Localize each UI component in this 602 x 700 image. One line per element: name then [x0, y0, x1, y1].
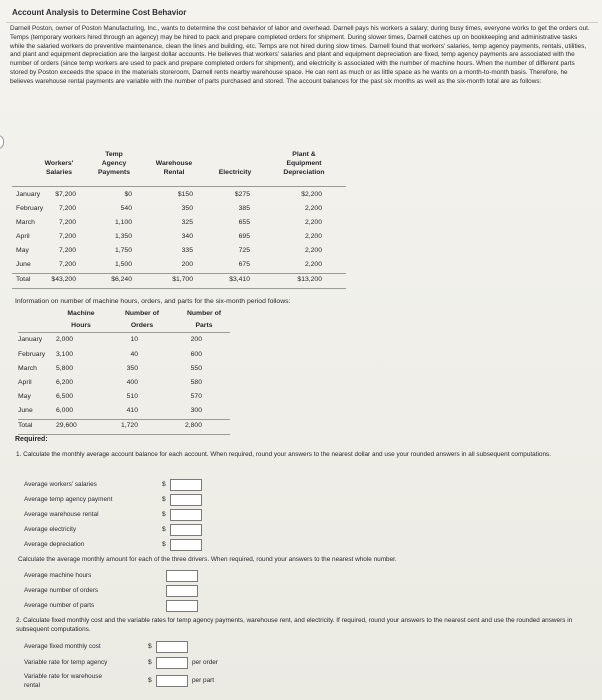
question-1-text: 1. Calculate the monthly average account balance for each account. When required, round your answers to the nearest dollar and use your rounded answers in all subsequent computations.: [16, 451, 552, 458]
table-row: [18, 407, 218, 418]
header-text: Agency: [101, 160, 127, 167]
table-row: [18, 365, 218, 376]
table-row: [18, 336, 218, 347]
field-label: Average temp agency payment: [24, 496, 113, 503]
row-label: February: [18, 351, 46, 358]
header-text: Machine: [67, 310, 95, 317]
cell: $275: [234, 191, 250, 198]
row-label: Total: [16, 276, 31, 283]
cell: 3,100: [56, 351, 74, 358]
dollar-sign: $: [162, 481, 166, 488]
page-title: Account Analysis to Determine Cost Behavior: [12, 8, 187, 17]
table-row: [12, 219, 352, 230]
row-label: April: [18, 379, 32, 386]
scroll-marker: [0, 135, 4, 149]
total-rule: [18, 419, 230, 420]
cell: 1,350: [114, 233, 132, 240]
header-number-of-orders: [112, 308, 172, 332]
cell: 2,200: [304, 205, 322, 212]
header-text: Depreciation: [283, 169, 325, 176]
cell: 580: [190, 379, 202, 386]
cell: 2,200: [304, 233, 322, 240]
header-text: Number of: [125, 310, 159, 317]
row-label: Total: [18, 422, 33, 429]
cell: 1,720: [120, 422, 138, 429]
cell: 340: [181, 233, 193, 240]
cell: 10: [130, 336, 138, 343]
table-row-total: [18, 422, 218, 433]
cell: $3,410: [229, 276, 250, 283]
fixed-monthly-cost-input[interactable]: [156, 641, 188, 653]
cell: $13,200: [297, 276, 322, 283]
header-text: Rental: [163, 169, 185, 176]
cell: 7,200: [58, 219, 76, 226]
header-machine-hours: [58, 308, 104, 332]
cell: 7,200: [58, 247, 76, 254]
question-1b-text: Calculate the average monthly amount for each of the three drivers. When required, round your answers to the nearest whole number.: [18, 556, 397, 563]
dollar-sign: $: [162, 496, 166, 503]
intro-paragraph: Darnell Poston, owner of Poston Manufacturing, Inc., wants to determine the cost behavior of labor and overhead. Darnell pays his workers a salary; during busy times, everyone works to get the orders out. Temps (temporary workers hired through an agency) may be hired to pack and prepare completed orders for shipment. During slower times, Darnell catches up on bookkeeping and administrative tasks while the salaried workers do preventive maintenance, clean the lines and building, etc. Temps are not hired during slow times. Darnell found that workers' salaries, temp agency payments, rentals, utilities, and plant and equipment depreciation are the largest dollar accounts. He believes that workers' salaries and plant and equipment depreciation are fixed, temp agency payments are associated with the number of orders (since temp workers are used to pack and prepare completed orders for shipment), and electricity is associated with the number of machine hours. When the number of different parts stored by Poston exceeds the space in the materials storeroom, Darnell rents nearby warehouse space. He can rent as much or as little space as he wants on a month-to-month basis. Therefore, he believes warehouse rental payments are variable with the number of parts purchased and stored. The account balances for the past six months as well as the six-month total are as follows:: [10, 25, 590, 85]
table-row: [12, 261, 352, 272]
header-text: Temp: [105, 151, 123, 158]
avg-temp-payment-input[interactable]: [170, 494, 202, 506]
cell: 7,200: [58, 205, 76, 212]
cell: 2,200: [304, 247, 322, 254]
cell: 1,100: [114, 219, 132, 226]
field-label: Variable rate for temp agency: [24, 659, 108, 666]
table-row-total: [12, 276, 352, 287]
cell: 5,800: [56, 365, 74, 372]
cell: 400: [126, 379, 138, 386]
table-row: [12, 247, 352, 258]
cell: 2,000: [56, 336, 74, 343]
avg-parts-input[interactable]: [166, 600, 198, 612]
row-label: March: [16, 219, 35, 226]
cell: 7,200: [58, 233, 76, 240]
field-label: Average number of orders: [24, 587, 99, 594]
cell: 335: [181, 247, 193, 254]
table-row: [18, 351, 218, 362]
bottom-rule: [18, 434, 230, 435]
dollar-sign: $: [162, 541, 166, 548]
row-label: January: [16, 191, 41, 198]
cell: 350: [126, 365, 138, 372]
dollar-sign: $: [148, 677, 152, 684]
field-label: Average electricity: [24, 526, 77, 533]
unit-label: per order: [192, 659, 218, 666]
cell: 655: [238, 219, 250, 226]
cell: $0: [124, 191, 132, 198]
avg-depreciation-input[interactable]: [170, 539, 202, 551]
cell: 6,500: [56, 393, 74, 400]
cell: 695: [238, 233, 250, 240]
header-number-of-parts: [176, 308, 232, 332]
field-label: Average number of parts: [24, 602, 95, 609]
cell: 2,800: [184, 422, 202, 429]
cell: $1,700: [172, 276, 193, 283]
cell: $6,240: [111, 276, 132, 283]
field-label: Variable rate for warehouse: [24, 673, 103, 680]
header-text: Workers': [44, 160, 74, 167]
cell: 570: [190, 393, 202, 400]
header-text: Parts: [195, 322, 213, 329]
header-text: Orders: [130, 322, 154, 329]
header-text: Hours: [71, 322, 91, 329]
row-label: May: [18, 393, 31, 400]
avg-salaries-input[interactable]: [170, 479, 202, 491]
row-label: February: [16, 205, 44, 212]
cell: 2,200: [304, 261, 322, 268]
table-row: [12, 233, 352, 244]
row-label: April: [16, 233, 30, 240]
table-row: [12, 205, 352, 216]
field-label: Average workers' salaries: [24, 481, 97, 488]
required-heading: Required:: [15, 436, 48, 443]
dollar-sign: $: [148, 659, 152, 666]
cell: 7,200: [58, 261, 76, 268]
cell: 6,000: [56, 407, 74, 414]
info-line: Information on number of machine hours, orders, and parts for the six-month period follows:: [15, 298, 291, 305]
title-divider: [6, 22, 598, 23]
header-text: Plant &: [292, 151, 316, 158]
dollar-sign: $: [162, 511, 166, 518]
cell: 200: [181, 261, 193, 268]
header-text: Salaries: [45, 169, 73, 176]
header-text: Payments: [97, 169, 131, 176]
table-row: [18, 379, 218, 390]
cell: 385: [238, 205, 250, 212]
field-label: rental: [24, 682, 40, 689]
cell: 300: [190, 407, 202, 414]
cell: 200: [190, 336, 202, 343]
header-text: Number of: [187, 310, 221, 317]
cell: 510: [126, 393, 138, 400]
dollar-sign: $: [162, 526, 166, 533]
cell: $150: [177, 191, 193, 198]
cell: 2,200: [304, 219, 322, 226]
cell: 675: [238, 261, 250, 268]
header-workers-salaries: [34, 159, 84, 177]
cell: $7,200: [55, 191, 76, 198]
cell: 540: [120, 205, 132, 212]
header-text: Equipment: [286, 160, 322, 167]
cell: 1,750: [114, 247, 132, 254]
cell: 410: [126, 407, 138, 414]
table-row: [12, 191, 352, 202]
header-rule: [12, 186, 346, 187]
header-temp-agency: [90, 150, 138, 177]
header-text: Warehouse: [155, 160, 193, 167]
avg-orders-input[interactable]: [166, 585, 198, 597]
cell: $2,200: [301, 191, 322, 198]
cell: 600: [190, 351, 202, 358]
cell: 1,500: [114, 261, 132, 268]
avg-electricity-input[interactable]: [170, 524, 202, 536]
bottom-rule: [12, 288, 346, 289]
cell: 6,200: [56, 379, 74, 386]
cell: $43,200: [51, 276, 76, 283]
unit-label: per part: [192, 677, 215, 684]
row-label: June: [18, 407, 33, 414]
cell: 350: [181, 205, 193, 212]
row-label: June: [16, 261, 31, 268]
cell: 40: [130, 351, 138, 358]
field-label: Average machine hours: [24, 572, 92, 579]
cell: 725: [238, 247, 250, 254]
header-text: Electricity: [218, 169, 252, 176]
temp-rate-input[interactable]: [156, 657, 188, 669]
dollar-sign: $: [148, 643, 152, 650]
header-electricity: [208, 168, 262, 177]
table-row: [18, 393, 218, 404]
cell: 29,600: [56, 422, 77, 429]
header-warehouse-rental: [144, 159, 204, 177]
total-rule: [12, 273, 346, 274]
row-label: January: [18, 336, 43, 343]
avg-machine-hours-input[interactable]: [166, 570, 198, 582]
header-rule: [18, 332, 230, 333]
cell: 550: [190, 365, 202, 372]
warehouse-rate-input[interactable]: [156, 675, 188, 687]
header-plant-equipment: [264, 150, 344, 177]
cell: 325: [181, 219, 193, 226]
row-label: March: [18, 365, 37, 372]
field-label: Average fixed monthly cost: [24, 643, 101, 650]
row-label: May: [16, 247, 29, 254]
question-2-text: 2. Calculate fixed monthly cost and the variable rates for temp agency payments, warehouse rent, and electricity. If required, round your answers to the nearest cent and use the rounded answers in subsequent computations.: [16, 617, 573, 633]
field-label: Average depreciation: [24, 541, 85, 548]
field-label: Average warehouse rental: [24, 511, 99, 518]
avg-warehouse-rental-input[interactable]: [170, 509, 202, 521]
